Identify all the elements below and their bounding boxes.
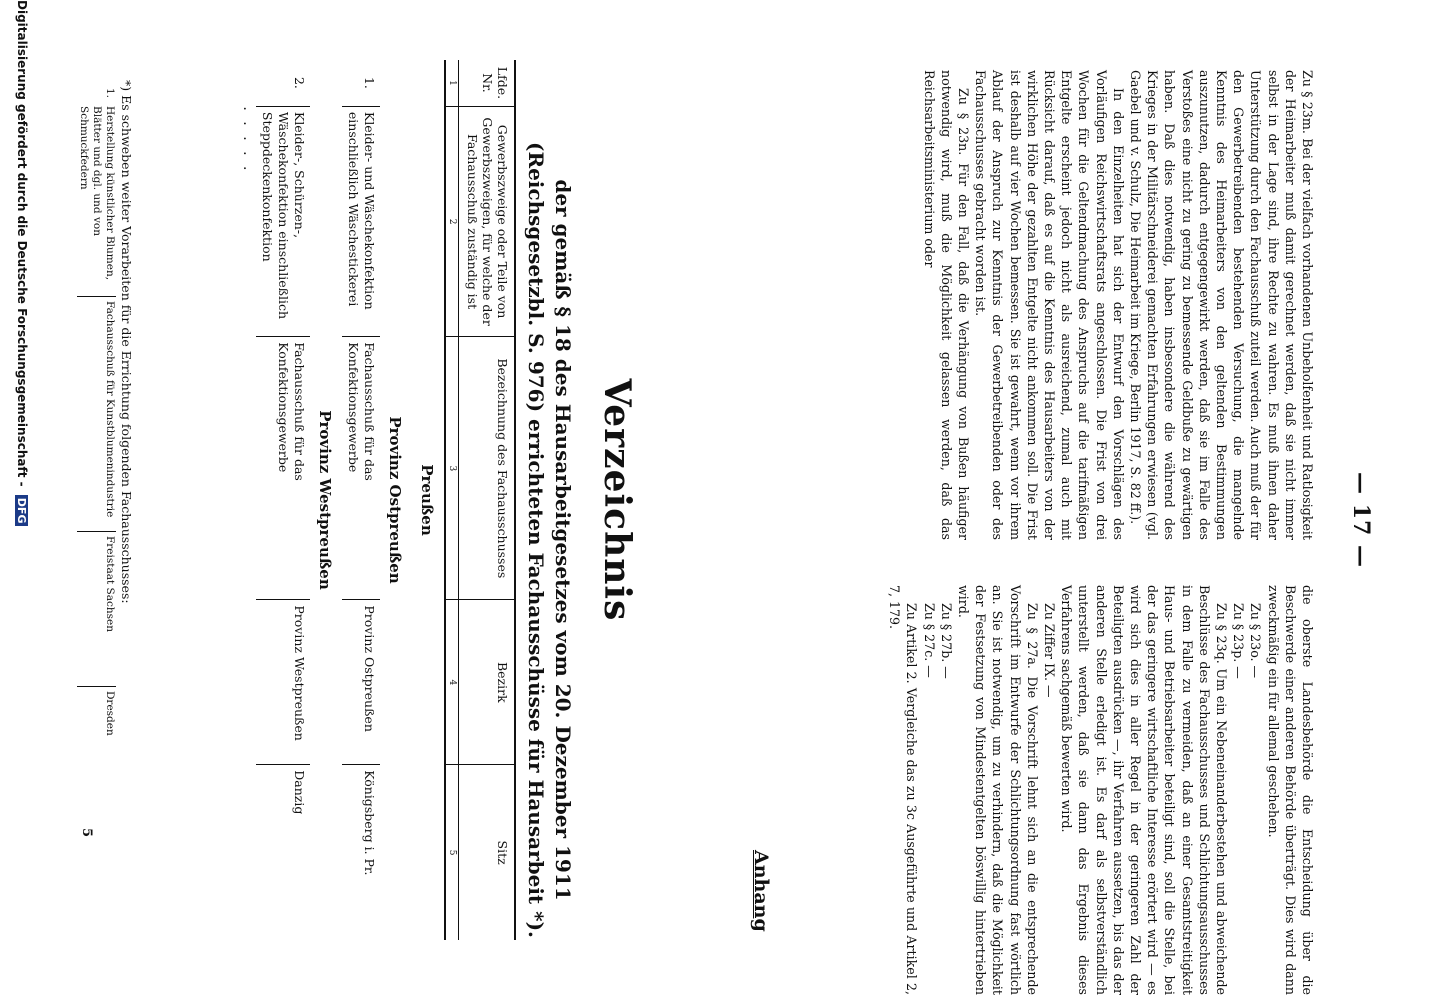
paragraph: Zu § 23q. Um ein Nebeneinanderbestehen und abweichende Beschlüsse des Fachausschusses und Schlichtungsausschusses in dem Falle zu vermeiden, daß an einer Gesamtstreitigkeit Haus- und Betriebsarbeiter beteiligt sind, soll die Stelle, bei der das geringere wirtschaftliche Interesse erörtert wird — es wird sich dies in aller Regel in der geringeren Zahl der Beteiligten ausdrücken —, ihr Verfahren aussetzen, bis das der anderen Stelle erledigt ist. Es darf als selbstverständlich unterstellt werden, daß sie dann das Ergebnis dieses Verfahrens sachgemäß bewerten wird. bbox=[1059, 585, 1229, 995]
cell-bezirk: Provinz Westpreußen bbox=[256, 600, 310, 765]
footer-page-number: 5 bbox=[79, 828, 94, 838]
footnote-text: *) Es schweben weiter Vorarbeiten für die Errichtung folgenden Fachausschusses: bbox=[119, 80, 134, 604]
state-heading: Preußen bbox=[418, 464, 436, 536]
cell-bezirk: Provinz Ostpreußen bbox=[342, 600, 380, 765]
province-heading: Provinz Westpreußen bbox=[316, 410, 334, 590]
header-lfd-nr: Lfde. Nr. bbox=[459, 60, 516, 106]
appendix-heading: Anhang bbox=[750, 850, 772, 932]
directory-title: Verzeichnis bbox=[596, 378, 638, 622]
column-number: 3 bbox=[445, 337, 459, 600]
committee-table bbox=[232, 60, 516, 940]
paragraph: Zu § 23p. — bbox=[1231, 603, 1247, 679]
column-number-row bbox=[445, 60, 459, 940]
paragraph: Zu Ziffer IX. — bbox=[1041, 603, 1057, 698]
paragraph: die oberste Landesbehörde die Entscheidung über die Beschwerde einer anderen Behörde überträgt. Dies wird dann zweckmäßig ein für allemal geschehen. bbox=[1265, 585, 1315, 995]
cell-gewerbe: Kleider-, Schürzen-, Wäschekonfektion einschließlich Steppdeckenkonfektion bbox=[256, 106, 310, 336]
column-number: 4 bbox=[445, 600, 459, 765]
cell-nr: 1. bbox=[362, 76, 377, 89]
header-gewerbe: Gewerbszweige oder Teile von Gewerbszweigen, für welche der Fachausschuß zuständig ist bbox=[459, 106, 516, 336]
text-column-left bbox=[920, 70, 1316, 540]
footnote-row bbox=[77, 80, 116, 940]
directory-subtitle: der gemäß § 18 des Hausarbeitgesetzes vom 20. Dezember 1911 (Reichsgesetzbl. S. 976) errichteten Fachausschüsse für Hausarbeit *). bbox=[524, 141, 575, 938]
page-number: — 17 — bbox=[1348, 472, 1374, 568]
cell-nr: 2. bbox=[292, 76, 307, 89]
credit-text: Digitalisierung gefördert durch die Deutsche Forschungsgemeinschaft - bbox=[15, 0, 29, 487]
footnote-bezeichnung: Fachausschuß für Kunstblumenindustrie bbox=[77, 296, 116, 531]
paragraph: Zu § 23o. — bbox=[1248, 603, 1264, 679]
footnote-bezirk: Freistaat Sachsen bbox=[77, 531, 116, 686]
state-heading-row bbox=[412, 60, 445, 940]
header-bezeichnung: Bezeichnung des Fachausschusses bbox=[459, 337, 516, 600]
cell-gewerbe: Kleider- und Wäschekonfektion einschließlich Wäschestickerei bbox=[342, 106, 380, 336]
footnote-sitz: Dresden bbox=[77, 686, 116, 841]
header-sitz: Sitz bbox=[459, 765, 516, 940]
header-bezirk: Bezirk bbox=[459, 600, 516, 765]
province-heading-row bbox=[380, 60, 412, 940]
paragraph: Zu § 27c. — bbox=[921, 603, 937, 678]
paragraph: Zu Artikel 2. Vergleiche das zu 3c Ausgeführte und Artikel 2, 7, 179. bbox=[887, 585, 920, 995]
paragraph: Zu § 27a. Die Vorschrift lehnt sich an die entsprechende Vorschrift im Entwurfe der Schlichtungsordnung fast wörtlich an. Sie ist notwendig, um zu verhindern, daß die Möglichkeit der Festsetzung von Mindestentgelten böswillig hintertrieben wird. bbox=[955, 585, 1040, 995]
column-number: 2 bbox=[445, 106, 459, 336]
cell-sitz: Danzig bbox=[256, 765, 310, 940]
digitization-credit bbox=[15, 0, 29, 1000]
paragraph: Zu § 27b. — bbox=[938, 603, 954, 679]
cell-sitz: Königsberg i. Pr. bbox=[342, 765, 380, 940]
table-row bbox=[256, 60, 310, 940]
paragraph: Zu § 23m. Bei der vielfach vorhandenen Unbeholfenheit und Ratlosigkeit der Heimarbeiter muß damit gerechnet werden, daß sie nicht immer selbst in der Lage sind, ihre Rechte zu wahren. Es muß ihnen daher Unterstützung durch den Fachausschuß zuteil werden. Auch muß der für den Gewerbetreibenden bestehenden Versuchung, die mangelnde Kenntnis des Heimarbeiters von den geltenden Bestimmungen auszunutzen, dadurch entgegengewirkt werden, daß sie im Falle des Verstoßes eine nicht zu gering zu bemessende Geldbuße zu gewärtigen haben. Daß dies notwendig, haben insbesondere die während des Krieges in der Militärschneiderei gemachten Erfahrungen erwiesen (vgl. Gaebel und v. Schulz, Die Heimarbeit im Kriege, Berlin 1917, S. 82 ff.). bbox=[1127, 70, 1315, 540]
text-column-right bbox=[886, 585, 1316, 995]
province-heading: Provinz Ostpreußen bbox=[386, 416, 404, 584]
ellipsis: · · · · · bbox=[236, 106, 252, 174]
cell-bezeichnung: Fachausschuß für das Konfektionsgewerbe bbox=[342, 337, 380, 600]
ellipsis-row bbox=[232, 60, 256, 940]
dfg-logo: DFG bbox=[15, 495, 28, 527]
column-number: 1 bbox=[445, 60, 459, 106]
table-row bbox=[342, 60, 380, 940]
province-heading-row bbox=[310, 60, 342, 940]
paragraph: Zu § 23n. Für den Fall, daß die Verhängung von Bußen häufiger notwendig wird, muß die Möglichkeit gelassen werden, daß das Reichsarbeitsministerium oder bbox=[921, 70, 971, 540]
paragraph: In den Einzelheiten hat sich der Entwurf den Vorschlägen des Vorläufigen Reichswirtschaftsrats angeschlossen. Die Frist von drei Wochen für die Geltendmachung des Anspruchs auf die tarifmäßigen Entgelte erscheint jedoch nicht als ausreichend, zumal auch mit Rücksicht darauf, daß es auf die Kenntnis des Hausarbeiters von der wirklichen Höhe der gezahlten Entgelte nicht ankommen soll. Die Frist ist deshalb auf vier Wochen bemessen. Sie ist gewahrt, wenn vor ihrem Ablauf der Anspruch zur Kenntnis der Gewerbetreibenden oder des Fachausschusses gebracht worden ist. bbox=[973, 70, 1126, 540]
cell-bezeichnung: Fachausschuß für das Konfektionsgewerbe bbox=[256, 337, 310, 600]
column-number: 5 bbox=[445, 765, 459, 940]
footnote bbox=[77, 80, 134, 940]
footnote-nr: 1. bbox=[104, 87, 116, 99]
footnote-gewerbe: Herstellung künstlicher Blumen, Blätter und dgl. und von Schmuckfedern bbox=[78, 106, 116, 281]
